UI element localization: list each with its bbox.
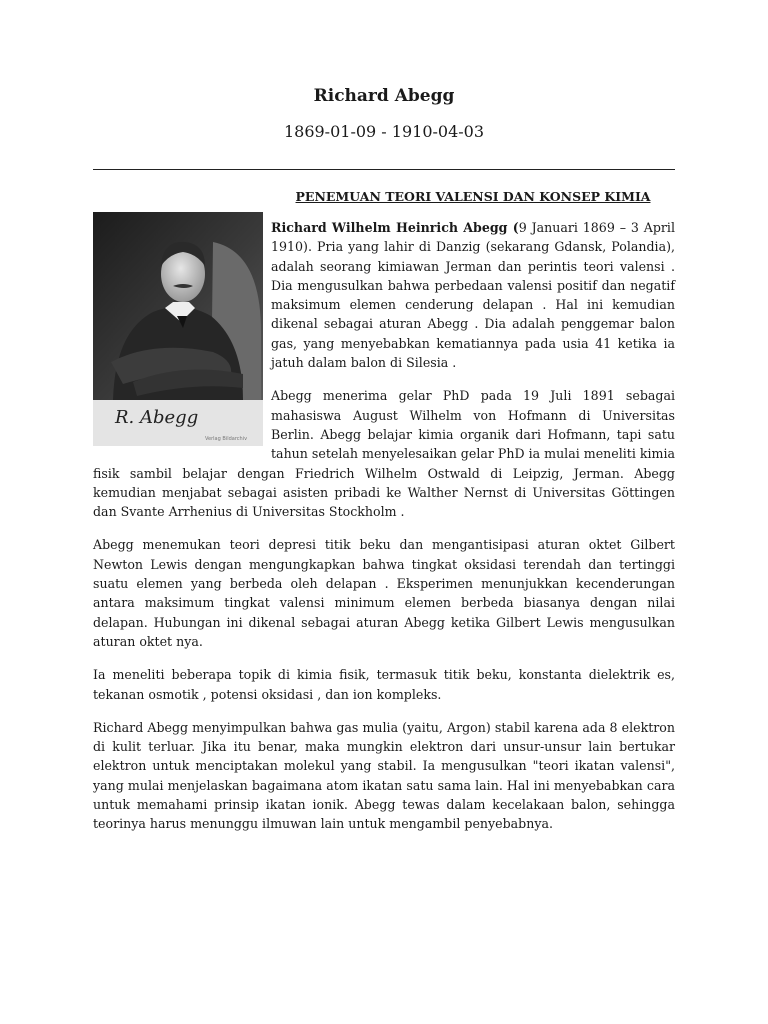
portrait-photo [93, 212, 263, 446]
paragraph-education: Abegg menerima gelar PhD pada 19 Juli 1891 sebagai mahasiswa August Wilhelm von Hofmann di Universitas Berlin. Abegg belajar kimia organik dari Hofmann, tapi satu tahun setelah menyelesaikan gelar PhD ia mulai meneliti kimia fisik sambil belajar dengan Friedrich Wilhelm Ostwald di Leipzig, Jerman. Abegg kemudian menjabat sebagai asisten pribadi ke Walther Nernst di Universitas Göttingen dan Svante Arrhenius di Universitas Stockholm . [93, 388, 675, 520]
paragraph-research-topics: Ia meneliti beberapa topik di kimia fisik, termasuk titik beku, konstanta dielektrik es, tekanan osmotik , potensi oksidasi , dan ion kompleks. [93, 667, 675, 702]
horizontal-divider [93, 169, 675, 170]
life-dates: 1869-01-09 - 1910-04-03 [283, 122, 485, 141]
svg-text:Verlag Bildarchiv: Verlag Bildarchiv [205, 436, 248, 442]
article-body [93, 218, 675, 848]
paragraph-octet-rule: Abegg menemukan teori depresi titik beku dan mengantisipasi aturan oktet Gilbert Newton Lewis dengan mengungkapkan bahwa tingkat oksidasi terendah dan tertinggi suatu elemen yang berbeda oleh delapan . Eksperimen menunjukkan kecenderungan antara maksimum tingkat valensi minimum elemen berbeda biasanya dengan nilai delapan. Hubungan ini dikenal sebagai aturan Abegg ketika Gilbert Lewis mengusulkan aturan oktet nya. [93, 537, 675, 649]
section-heading: PENEMUAN TEORI VALENSI DAN KONSEP KIMIA [295, 189, 651, 204]
paragraph-valence-theory: Richard Abegg menyimpulkan bahwa gas mulia (yaitu, Argon) stabil karena ada 8 elektron di kulit terluar. Jika itu benar, maka mungkin elektron dari unsur-unsur lain bertukar elektron untuk menciptakan molekul yang stabil. Ia mengusulkan "teori ikatan valensi", yang mulai menjelaskan bagaimana atom ikatan satu sama lain. Hal ini menyebabkan cara untuk memahami prinsip ikatan ionik. Abegg tewas dalam kecelakaan balon, sehingga teorinya harus menunggu ilmuwan lain untuk mengambil penyebabnya. [93, 719, 675, 832]
paragraph-intro-text: 9 Januari 1869 – 3 April 1910). Pria yang lahir di Danzig (sekarang Gdansk, Polandia), adalah seorang kimiawan Jerman dan perintis teori valensi . Dia mengusulkan bahwa perbedaan valensi positif dan negatif maksimum elemen cenderung delapan . Hal ini kemudian dikenal sebagai aturan Abegg . Dia adalah penggemar balon gas, yang menyebabkan kematiannya pada usia 41 ketika ia jatuh dalam balon di Silesia . [271, 220, 675, 371]
full-name: Richard Wilhelm Heinrich Abegg ( [271, 220, 519, 235]
document-title: Richard Abegg [313, 86, 455, 106]
portrait-signature: R. Abegg [115, 407, 199, 428]
